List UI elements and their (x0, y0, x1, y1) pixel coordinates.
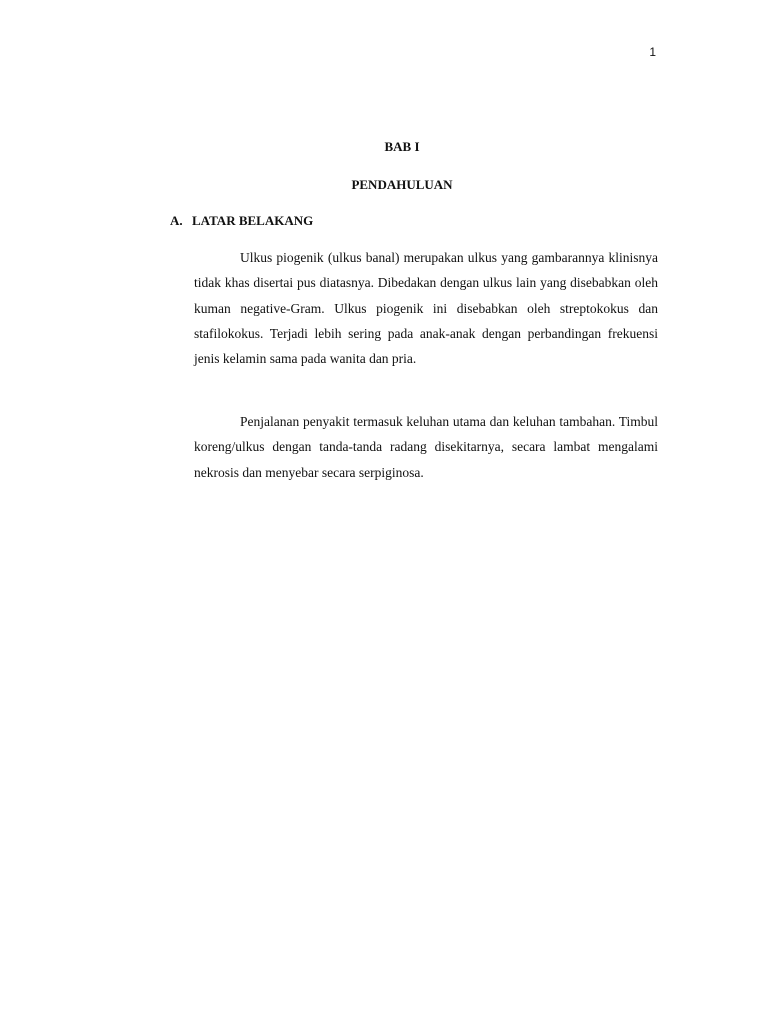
chapter-label: BAB I (384, 139, 420, 154)
paragraph-1: Ulkus piogenik (ulkus banal) merupakan ulkus yang gambarannya klinisnya tidak khas disertai pus diatasnya. Dibedakan dengan ulkus lain yang disebabkan oleh kuman negative-Gram. Ulkus piogenik ini disebabkan oleh streptokokus dan stafilokokus. Terjadi lebih sering pada anak-anak dengan perbandingan frekuensi jenis kelamin sama pada wanita dan pria. (194, 250, 658, 367)
chapter-title: PENDAHULUAN (351, 177, 453, 192)
section-letter: A. (170, 213, 183, 228)
page-number: 1 (649, 45, 656, 59)
paragraph-2: Penjalanan penyakit termasuk keluhan utama dan keluhan tambahan. Timbul koreng/ulkus dengan tanda-tanda radang disekitarnya, secara lambat mengalami nekrosis dan menyebar secara serpiginosa. (194, 414, 658, 480)
section-heading (170, 212, 313, 230)
section-title: LATAR BELAKANG (192, 213, 314, 228)
